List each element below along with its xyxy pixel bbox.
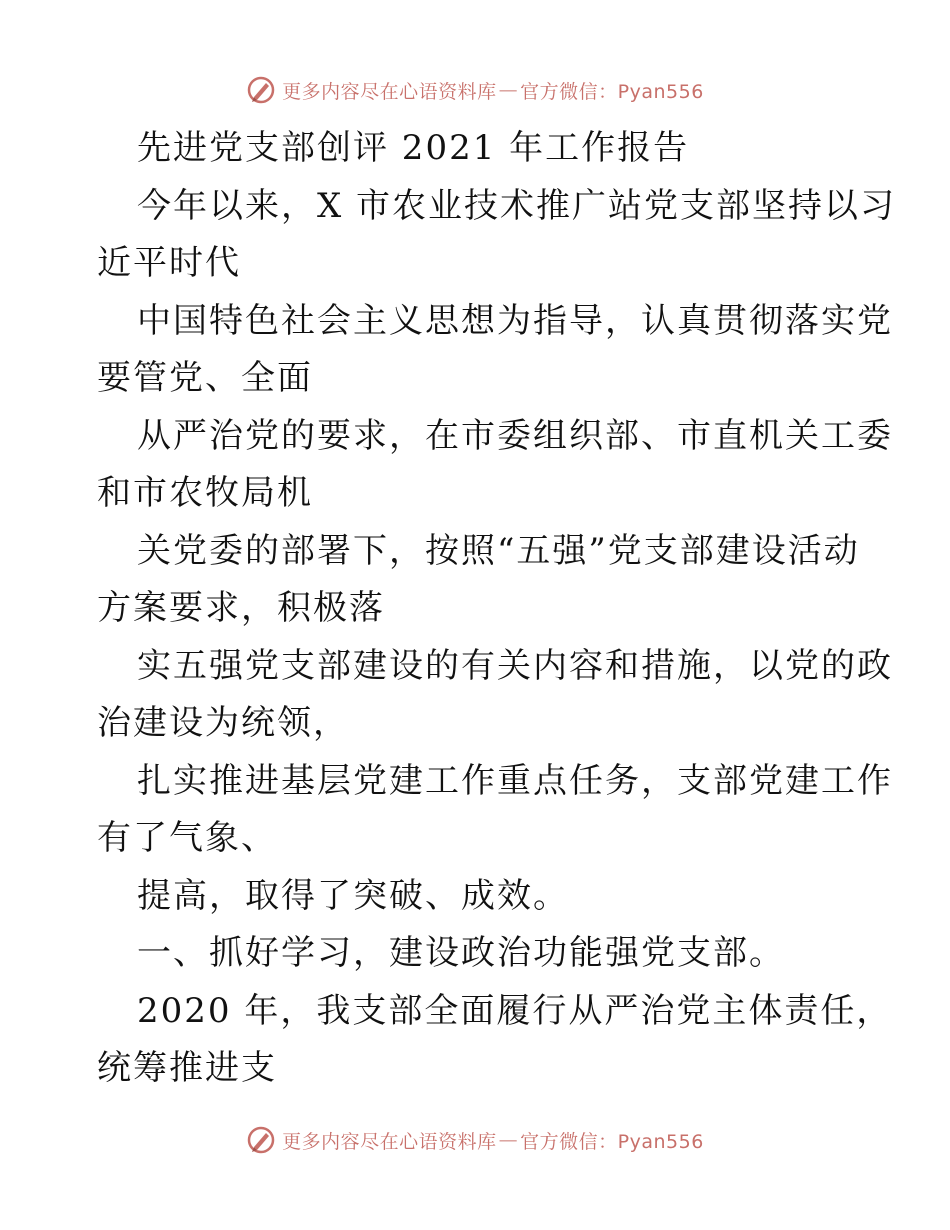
text-line: 2020 年，我支部全面履行从严治党主体责任， [137,990,893,1031]
watermark-contact: 官方微信：Pyan556 [520,80,704,103]
watermark-contact: 官方微信：Pyan556 [520,1130,704,1153]
text-line: 要管党、全面 [97,358,313,398]
text-line: 一、抓好学习，建设政治功能强党支部。 [137,933,785,973]
text-line: 关党委的部署下，按照“五强”党支部建设活动 [137,530,860,571]
pen-logo-icon [246,75,276,105]
watermark-separator: — [498,79,519,101]
text-line: 提高，取得了突破、成效。 [137,875,569,916]
text-line: 扎实推进基层党建工作重点任务，支部党建工作 [137,760,893,801]
text-line: 和市农牧局机 [97,473,313,513]
footer-watermark [0,1120,950,1160]
text-line: 中国特色社会主义思想为指导，认真贯彻落实党 [137,300,893,341]
text-line: 今年以来，X 市农业技术推广站党支部坚持以习 [137,185,897,226]
pen-logo-icon [246,1125,276,1155]
text-line: 方案要求，积极落 [97,588,385,628]
watermark-text: 更多内容尽在心语资料库 [282,1130,497,1153]
text-line: 实五强党支部建设的有关内容和措施，以党的政 [137,645,893,686]
text-line: 统筹推进支 [97,1048,277,1088]
watermark-text: 更多内容尽在心语资料库 [282,80,497,103]
document-body [97,120,897,1098]
watermark-separator: — [498,1129,519,1151]
text-line: 从严治党的要求，在市委组织部、市直机关工委 [137,415,893,456]
text-line: 近平时代 [97,243,241,283]
text-line: 治建设为统领， [97,703,349,743]
text-line: 先进党支部创评 2021 年工作报告 [137,128,690,168]
text-line: 有了气象、 [97,818,277,858]
header-watermark [0,70,950,110]
